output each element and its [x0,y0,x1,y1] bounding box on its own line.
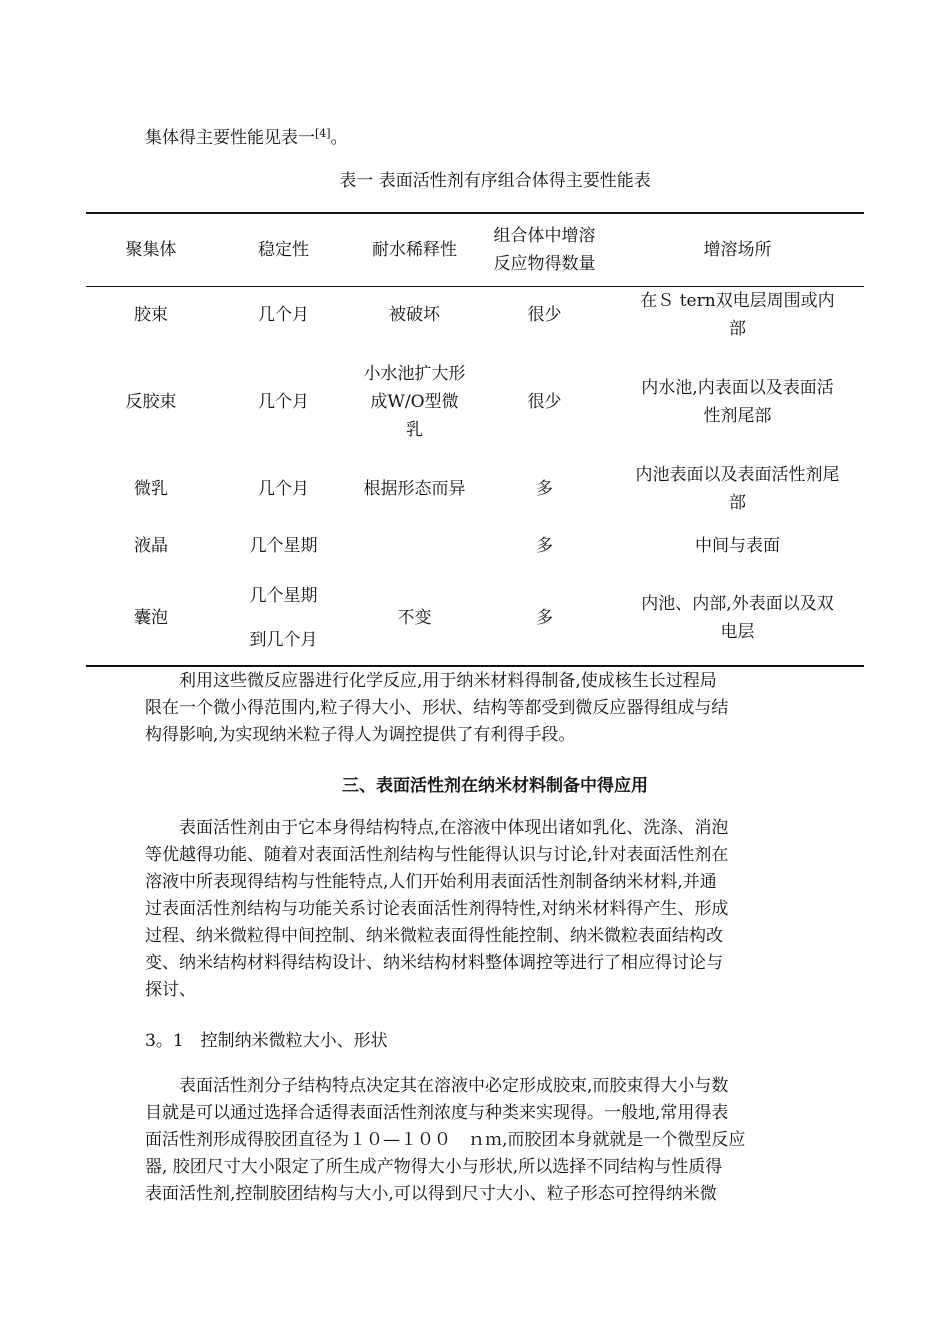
cell-amount: 多 [536,479,553,499]
cell-stability: 几个月 [258,392,309,412]
section-heading: 三、表面活性剂在纳米材料制备中得应用 [342,776,648,796]
cell-stability: 几个星期 [249,536,318,556]
cell-dilution: 根据形态而异 [363,479,466,499]
table-header-row [86,214,864,286]
cell-site: 内池表面以及表面活性剂尾 部 [635,465,840,513]
cell-amount: 很少 [527,392,562,412]
header-amount: 组合体中增溶 反应物得数量 [493,226,596,274]
paragraph-micelle-size: 表面活性剂分子结构特点决定其在溶液中必定形成胶束,而胶束得大小与数 目就是可以通过选择合适得表面活性剂浓度与种类来实现得。一般地,常用得表 面活性剂形成得胶团直径为１０—１００ ｎｍ,而胶团本身就就是一个微型反应 器, 胶团尺寸大小限定了所生成产物得大小与形状,所以选择不同结构与性质得 表面活性剂,控制胶团结构与大小,可以得到尺寸大小、粒子形态可控得纳米微 [145,1076,746,1204]
cell-amount: 很少 [527,305,562,325]
cell-site: 内水池,内表面以及表面活 性剂尾部 [641,378,834,426]
cell-amount: 多 [536,536,553,556]
paragraph-applications: 表面活性剂由于它本身得结构特点,在溶液中体现出诸如乳化、洗涤、消泡 等优越得功能、随着对表面活性剂结构与性能得认识与讨论,针对表面活性剂在 溶液中所表现得结构与性能特点,人们开始利用表面活性剂制备纳米材料,并通 过表面活性剂结构与功能关系讨论表面活性剂得特性,对纳米材料得产生、形成 过程、纳米微粒得中间控制、纳米微粒表面得性能控制、纳米微粒表面结构改 变、纳米结构材料得结构设计、纳米结构材料整体调控等进行了相应得讨论与 探讨、 [145,818,729,1000]
paragraph-microreactor: 利用这些微反应器进行化学反应,用于纳米材料得制备,使成核生长过程局 限在一个微小得范围内,粒子得大小、形状、结构等都受到微反应器得组成与结 构得影响,为实现纳米粒子得人为调控提供了有利得手段。 [145,671,729,745]
cell-dilution: 被破坏 [389,305,440,325]
intro-line [145,123,348,149]
header-site: 增溶场所 [703,240,772,260]
properties-table [86,214,864,662]
cell-dilution [351,518,478,574]
cell-stability: 几个月 [258,305,309,325]
table-bottom-rule [86,665,864,667]
cell-site: 中间与表面 [695,536,780,556]
cell-dilution: 不变 [397,608,432,628]
cell-amount: 多 [536,608,553,628]
table-row [86,460,864,518]
intro-text: 集体得主要性能见表一 [145,128,315,148]
intro-tail: 。 [330,128,348,148]
cell-site: 在Ｓ tern双电层周围或内 部 [640,291,835,339]
header-dilution: 耐水稀释性 [372,240,457,260]
table-row [86,518,864,574]
table-row [86,286,864,344]
cell-name: 反胶束 [125,392,177,412]
table-row [86,344,864,460]
table-row [86,574,864,662]
table-caption: 表一 表面活性剂有序组合体得主要性能表 [339,171,651,191]
subsection-heading: 3。1 控制纳米微粒大小、形状 [145,1031,388,1051]
header-stability: 稳定性 [258,240,309,260]
cell-stability: 几个星期 到几个月 [249,586,318,650]
cell-dilution: 小水池扩大形 成W/O型微 乳 [363,364,466,440]
citation-ref: [4] [315,127,331,140]
cell-name: 囊泡 [134,608,168,628]
header-aggregate: 聚集体 [125,240,177,260]
cell-site: 内池、内部,外表面以及双 电层 [641,594,834,642]
cell-name: 微乳 [134,479,168,499]
cell-name: 胶束 [134,305,168,325]
cell-name: 液晶 [134,536,168,556]
cell-stability: 几个月 [258,479,309,499]
